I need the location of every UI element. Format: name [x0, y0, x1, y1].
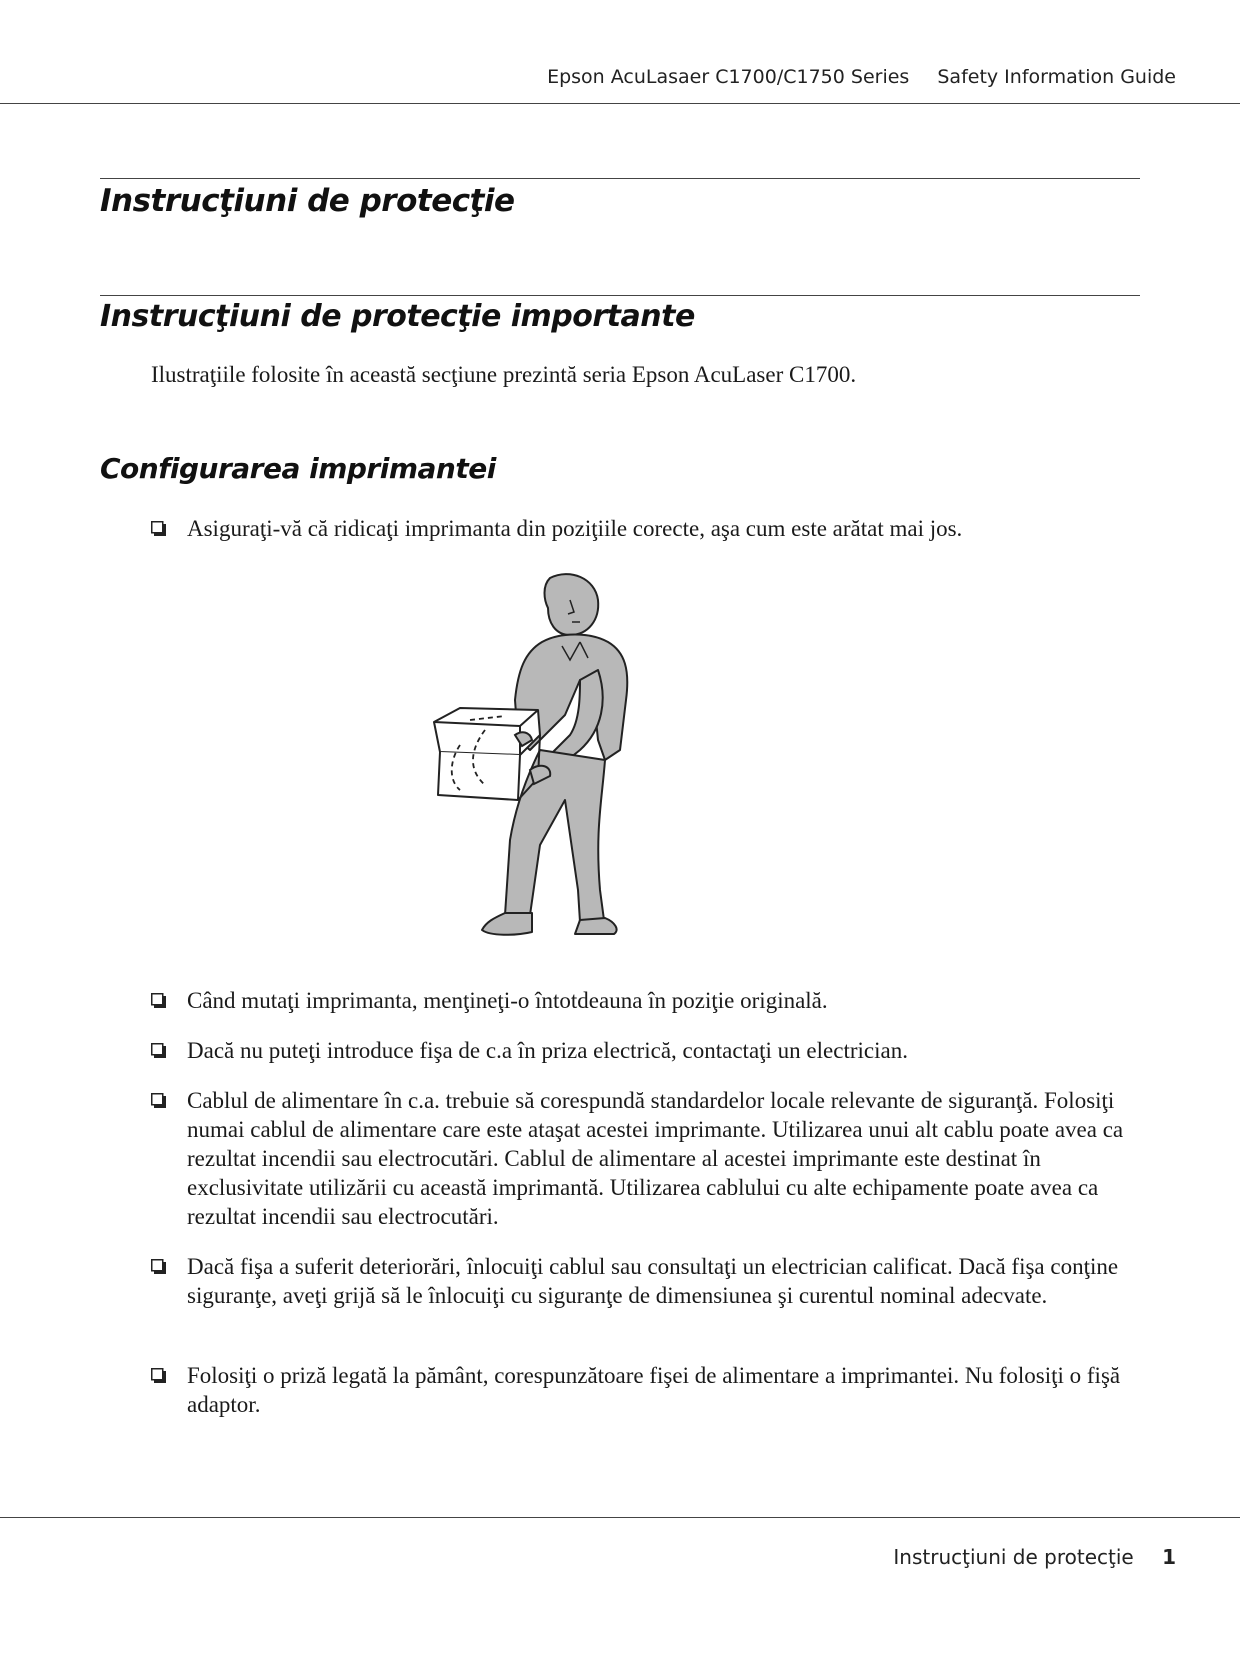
- list-item: [151, 514, 1141, 543]
- checkbox-bullet-icon: [151, 993, 166, 1008]
- footer-section-title: Instrucţiuni de protecţie: [893, 1545, 1134, 1569]
- page-number: 1: [1162, 1545, 1176, 1569]
- running-header: [547, 66, 1176, 88]
- chapter-title: Instrucţiuni de protecţie: [100, 183, 515, 219]
- list-item-text: Dacă fişa a suferit deteriorări, înlocuiţi cablul sau consultaţi un electrician calificat. Dacă fişa conţine siguranţe, aveţi grijă să le înlocuiţi cu siguranţe de dimensiunea şi curentul nominal adecvate.: [187, 1254, 1119, 1308]
- intro-paragraph: Ilustraţiile folosite în această secţiune prezintă seria Epson AcuLaser C1700.: [151, 362, 857, 387]
- list-item: [151, 986, 1141, 1015]
- running-footer: [893, 1545, 1176, 1569]
- checkbox-bullet-icon: [151, 1043, 166, 1058]
- checkbox-bullet-icon: [151, 1093, 166, 1108]
- list-item: [151, 1252, 1141, 1310]
- list-item-text: Când mutaţi imprimanta, menţineţi-o întotdeauna în poziţie originală.: [187, 988, 828, 1013]
- checkbox-bullet-icon: [151, 1368, 166, 1383]
- list-item-text: Dacă nu puteţi introduce fişa de c.a în priza electrică, contactaţi un electrician.: [187, 1038, 908, 1063]
- list-item-text: Folosiţi o priză legată la pământ, corespunzătoare fişei de alimentare a imprimantei. Nu folosiţi o fişă adaptor.: [187, 1363, 1121, 1417]
- checkbox-bullet-icon: [151, 1259, 166, 1274]
- person-lifting-printer-illustration: [430, 560, 650, 950]
- header-guide-title: Safety Information Guide: [937, 66, 1176, 88]
- subsection-title: Configurarea imprimantei: [100, 452, 496, 485]
- section-rule: [100, 295, 1140, 296]
- list-item: [151, 1361, 1141, 1419]
- list-item: [151, 1036, 1141, 1065]
- list-item-text: Cablul de alimentare în c.a. trebuie să corespundă standardelor locale relevante de siguranţă. Folosiţi numai cablul de alimentare care este ataşat acestei imprimante. Utilizarea unui alt cablu poate avea ca rezultat incendii sau electrocutări. Cablul de alimentare al acestei imprimante este destinat în exclusivitate utilizării cu această imprimantă. Utilizarea cablului cu alte echipamente poate avea ca rezultat incendii sau electrocutări.: [187, 1088, 1124, 1229]
- list-item: [151, 1086, 1141, 1231]
- list-item-text: Asiguraţi-vă că ridicaţi imprimanta din poziţiile corecte, aşa cum este arătat mai jos.: [187, 516, 963, 541]
- header-rule: [0, 103, 1240, 104]
- checkbox-bullet-icon: [151, 521, 166, 536]
- section-title: Instrucţiuni de protecţie importante: [100, 299, 695, 334]
- chapter-rule: [100, 178, 1140, 179]
- header-product: Epson AcuLasaer C1700/C1750 Series: [547, 66, 910, 88]
- footer-rule: [0, 1517, 1240, 1518]
